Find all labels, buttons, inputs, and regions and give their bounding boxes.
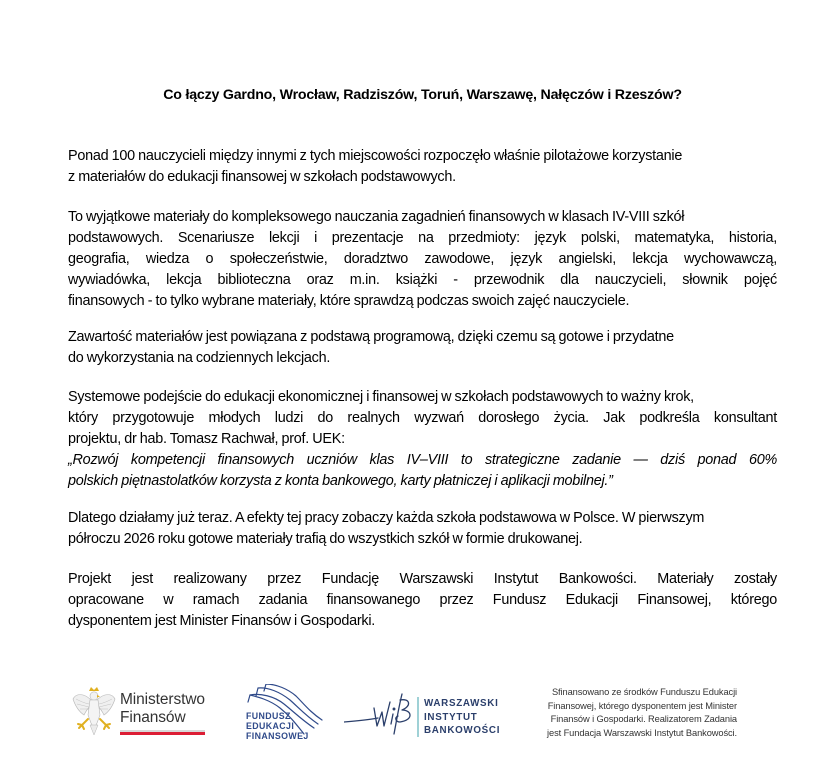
paragraph-line: finansowych - to tylko wybrane materiały, które sprawdzą podczas swoich zajęć nauczyciele. — [68, 293, 630, 309]
paragraph-line: opracowane w ramach zadania finansowanego przez Fundusz Edukacji Finansowej, którego — [68, 592, 777, 608]
institute-name-line3: BANKOWOŚCI — [424, 725, 501, 736]
fund-name — [246, 711, 309, 741]
paragraph-line: Projekt jest realizowany przez Fundację Warszawski Instytut Bankowości. Materiały zostały — [68, 571, 777, 587]
paragraph-project-info — [68, 569, 777, 632]
paragraph-materials — [68, 207, 777, 312]
quote-line: „Rozwój kompetencji finansowych uczniów klas IV–VIII to strategiczne zadanie — dziś ponad 60% — [68, 452, 777, 468]
institute-name-line2: INSTYTUT — [424, 711, 478, 723]
ministry-of-finance-logo — [72, 685, 212, 745]
paragraph-line: do wykorzystania na codziennych lekcjach. — [68, 350, 331, 366]
paragraph-line: wywiadówka, lekcja biblioteczna oraz m.in. książki - przewodnik dla nauczycieli, słownik pojęć — [68, 272, 777, 288]
institute-name — [424, 697, 500, 738]
polish-flag-stripe — [120, 730, 205, 735]
ministry-name-line2: Finansów — [120, 709, 186, 726]
paragraph-line: geografia, wiedza o społeczeństwie, doradztwo zawodowe, język angielski, lekcja wychowawczą, — [68, 251, 777, 267]
fundusz-edukacji-finansowej-logo — [244, 684, 324, 748]
wib-divider — [417, 697, 419, 737]
footer-logos — [0, 676, 820, 756]
paragraph-line: Ponad 100 nauczycieli między innymi z tych miejscowości rozpoczęło właśnie pilotażowe korzystanie — [68, 148, 683, 164]
paragraph-line: To wyjątkowe materiały do kompleksowego nauczania zagadnień finansowych w klasach IV-VIII szkół — [68, 209, 685, 225]
funding-note-line: Finansów i Gospodarki. Realizatorem Zadania — [550, 714, 737, 725]
funding-note-line: Finansowej, którego dysponentem jest Minister — [547, 700, 737, 711]
funding-note-line: jest Fundacja Warszawski Instytut Bankowości. — [547, 727, 737, 738]
paragraph-line: projektu, dr hab. Tomasz Rachwał, prof. UEK: — [68, 431, 345, 447]
document-title: Co łączy Gardno, Wrocław, Radziszów, Toruń, Warszawę, Nałęczów i Rzeszów? — [163, 87, 682, 103]
paragraph-systemic-approach — [68, 387, 777, 492]
ministry-name — [120, 691, 205, 727]
funding-note — [504, 686, 737, 740]
paragraph-line: dysponentem jest Minister Finansów i Gospodarki. — [68, 613, 376, 629]
fund-name-line2: EDUKACJI — [246, 721, 295, 731]
paragraph-line: Dlatego działamy już teraz. A efekty tej pracy zobaczy każda szkoła podstawowa w Polsce. W pierwszym — [68, 510, 705, 526]
paragraph-rollout — [68, 508, 777, 550]
fund-name-line3: FINANSOWEJ — [246, 731, 309, 741]
paragraph-line: Zawartość materiałów jest powiązana z podstawą programową, dzięki czemu są gotowe i przydatne — [68, 329, 674, 345]
paragraph-pilot — [68, 146, 777, 188]
paragraph-line: z materiałów do edukacji finansowej w szkołach podstawowych. — [68, 169, 456, 185]
wib-signature-icon — [344, 688, 414, 736]
funding-note-line: Sfinansowano ze środków Funduszu Edukacji — [551, 687, 737, 697]
paragraph-line: podstawowych. Scenariusze lekcji i prezentacje na przedmioty: język polski, matematyka, historia, — [68, 230, 777, 246]
paragraph-line: półroczu 2026 roku gotowe materiały trafią do wszystkich szkół w formie drukowanej. — [68, 531, 583, 547]
warszawski-instytut-bankowosci-logo — [344, 684, 504, 744]
paragraph-curriculum — [68, 327, 777, 369]
paragraph-line: który przygotowuje młodych ludzi do realnych wyzwań dorosłego życia. Jak podkreśla konsultant — [68, 410, 777, 426]
polish-eagle-icon — [72, 685, 116, 737]
paragraph-line: Systemowe podejście do edukacji ekonomicznej i finansowej w szkołach podstawowych to ważny krok, — [68, 389, 694, 405]
quote-line: polskich piętnastolatków korzysta z konta bankowego, karty płatniczej i aplikacji mobilnej.” — [68, 473, 613, 489]
ministry-name-line1: Ministerstwo — [120, 691, 205, 708]
fund-name-line1: FUNDUSZ — [246, 711, 291, 721]
institute-name-line1: WARSZAWSKI — [424, 698, 499, 709]
